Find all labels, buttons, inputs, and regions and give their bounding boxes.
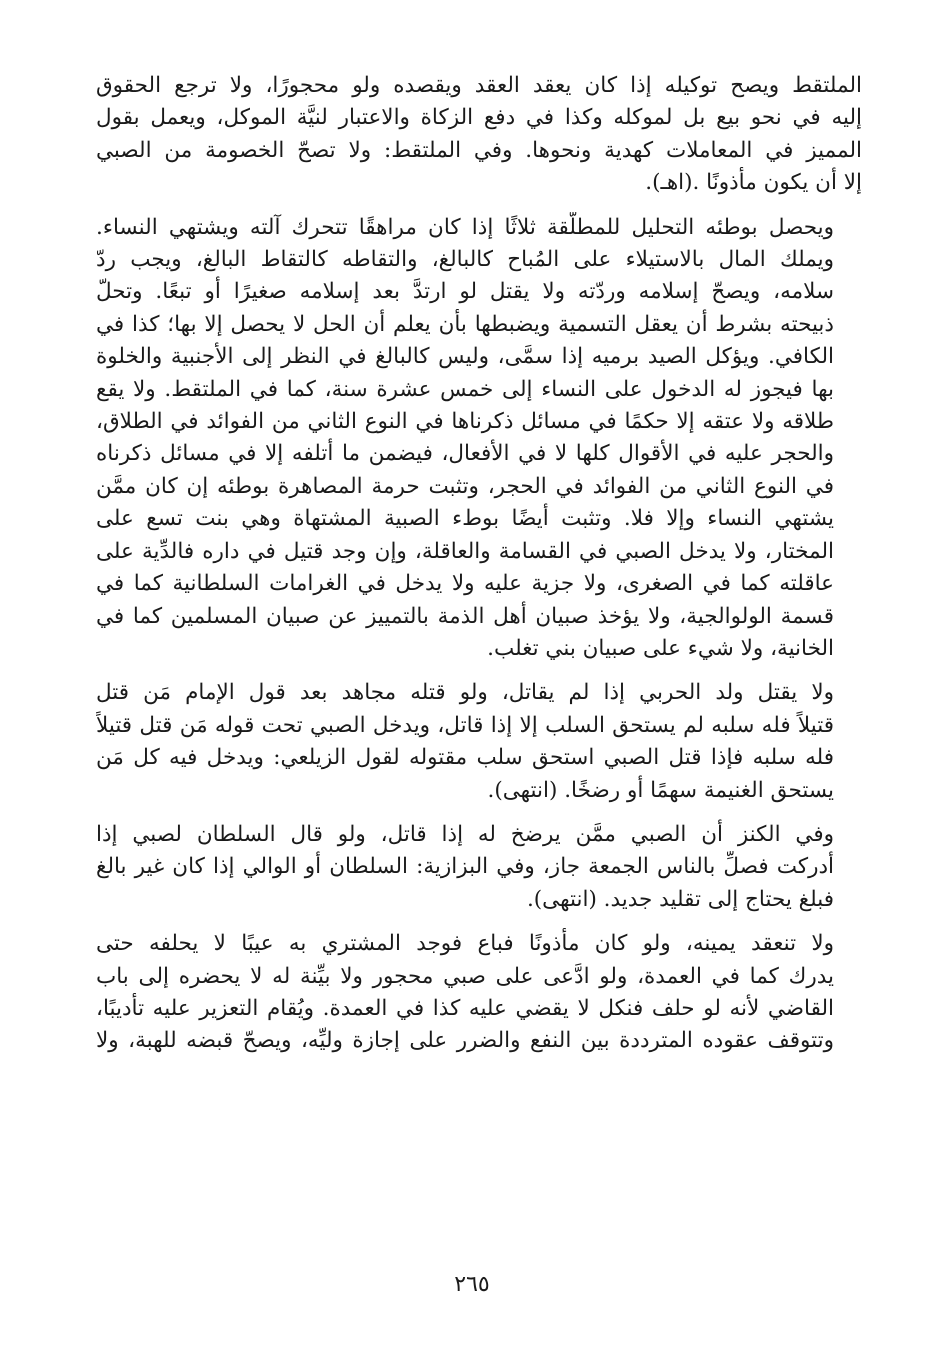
- paragraph-2: [96, 212, 862, 666]
- text-line: فبلغ يحتاج إلى تقليد جديد. (انتهى).: [526, 886, 834, 912]
- paragraph-5: [96, 928, 862, 1058]
- text-line: ويملك المال بالاستيلاء على المُباح كالبالغ، والتقاطه كالتقاط البالغ، ويجب ردّ: [96, 247, 834, 273]
- text-line: ذبيحته بشرط أن يعقل التسمية ويضبطها بأن يعلم أن الحل لا يحصل إلا بها؛ كذا في: [96, 311, 834, 337]
- text-line: سلامه، ويصحّ إسلامه وردّته ولا يقتل لو ارتدَّ بعد إسلامه صغيرًا أو تبعًا. وتحلّ: [96, 279, 834, 305]
- text-line: وتتوقف عقوده المترددة بين النفع والضرر على إجازة وليِّه، ويصحّ قبضه للهبة، ولا: [96, 1028, 834, 1054]
- paragraph-4: [96, 819, 862, 916]
- text-line: قسمة الولوالجية، ولا يؤخذ صبيان أهل الذمة بالتمييز عن صبيان المسلمين كما في: [96, 603, 834, 629]
- text-line: المختار، ولا يدخل الصبي في القسامة والعاقلة، وإن وجد قتيل في داره فالدِّية على: [96, 538, 834, 564]
- text-line: القاضي لأنه لو حلف فنكل لا يقضي عليه كذا في العمدة. ويُقام التعزير عليه تأديبًا،: [96, 995, 834, 1021]
- paragraph-3: [96, 677, 862, 807]
- text-line: ولا يقتل ولد الحربي إذا لم يقاتل، ولو قتله مجاهد بعد قول الإمام مَن قتل: [96, 680, 834, 706]
- text-line: الخانية، ولا شيء على صبيان بني تغلب.: [487, 635, 834, 661]
- text-line: وفي الكنز أن الصبي ممَّن يرضخ له إذا قاتل، ولو قال السلطان لصبي إذا: [96, 821, 834, 847]
- text-line: يشتهي النساء وإلا فلا. وتثبت أيضًا بوطء الصبية المشتهاة وهي بنت تسع على: [96, 506, 834, 532]
- text-line: قتيلاً فله سلبه لم يستحق السلب إلا إذا قاتل، ويدخل الصبي تحت قوله مَن قتل قتيلاً: [96, 712, 834, 738]
- text-line: الملتقط ويصح توكيله إذا كان يعقد العقد ويقصده ولو محجورًا، ولا ترجع الحقوق: [96, 73, 862, 98]
- text-line: إلا أن يكون مأذونًا .(اهـ).: [645, 170, 862, 196]
- text-line: الكافي. ويؤكل الصيد برميه إذا سمَّى، وليس كالبالغ في النظر إلى الأجنبية والخلوة: [96, 344, 834, 370]
- page-number: ٢٦٥: [454, 1272, 490, 1297]
- text-line: ويحصل بوطئه التحليل للمطلّقة ثلاثًا إذا كان مراهقًا تتحرك آلته ويشتهي النساء.: [96, 214, 834, 240]
- text-line: يستحق الغنيمة سهمًا أو رضخًا. (انتهى).: [487, 777, 834, 803]
- text-line: ولا تنعقد يمينه، ولو كان مأذونًا فباع فوجد المشتري به عيبًا لا يحلفه حتى: [96, 931, 834, 957]
- text-line: يدرك كما في العمدة، ولو ادَّعى على صبي محجور ولا بيِّنة له لا يحضره إلى باب: [96, 963, 834, 989]
- text-line: عاقلته كما في الصغرى، ولا جزية عليه ولا يدخل في الغرامات السلطانية كما في: [96, 571, 834, 597]
- text-line: فله سلبه فإذا قتل الصبي استحق سلب مقتوله لقول الزيلعي: ويدخل فيه كل مَن: [96, 745, 834, 771]
- paragraph-1: [96, 70, 862, 200]
- text-line: والحجر عليه في الأقوال كلها لا في الأفعال، فيضمن ما أتلفه إلا في مسائل ذكرناه: [96, 441, 834, 467]
- text-line: طلاقه ولا عتقه إلا حكمًا في مسائل ذكرناها في النوع الثاني من الفوائد في الطلاق،: [96, 409, 834, 435]
- page-body: [96, 70, 862, 1070]
- text-line: إليه في نحو بيع بل لموكله وكذا في دفع الزكاة والاعتبار لنيَّة الموكل، ويعمل بقول: [96, 105, 862, 131]
- text-line: في النوع الثاني من الفوائد في الحجر، وتثبت حرمة المصاهرة بوطئه إن كان ممَّن: [96, 473, 834, 499]
- text-line: أدركت فصلِّ بالناس الجمعة جاز، وفي البزازية: السلطان أو الوالي إذا كان غير بالغ: [96, 854, 834, 880]
- text-line: المميز في المعاملات كهدية ونحوها. وفي الملتقط: ولا تصحّ الخصومة من الصبي: [96, 137, 862, 163]
- text-line: بها فيجوز له الدخول على النساء إلى خمس عشرة سنة، كما في الملتقط. ولا يقع: [96, 376, 834, 402]
